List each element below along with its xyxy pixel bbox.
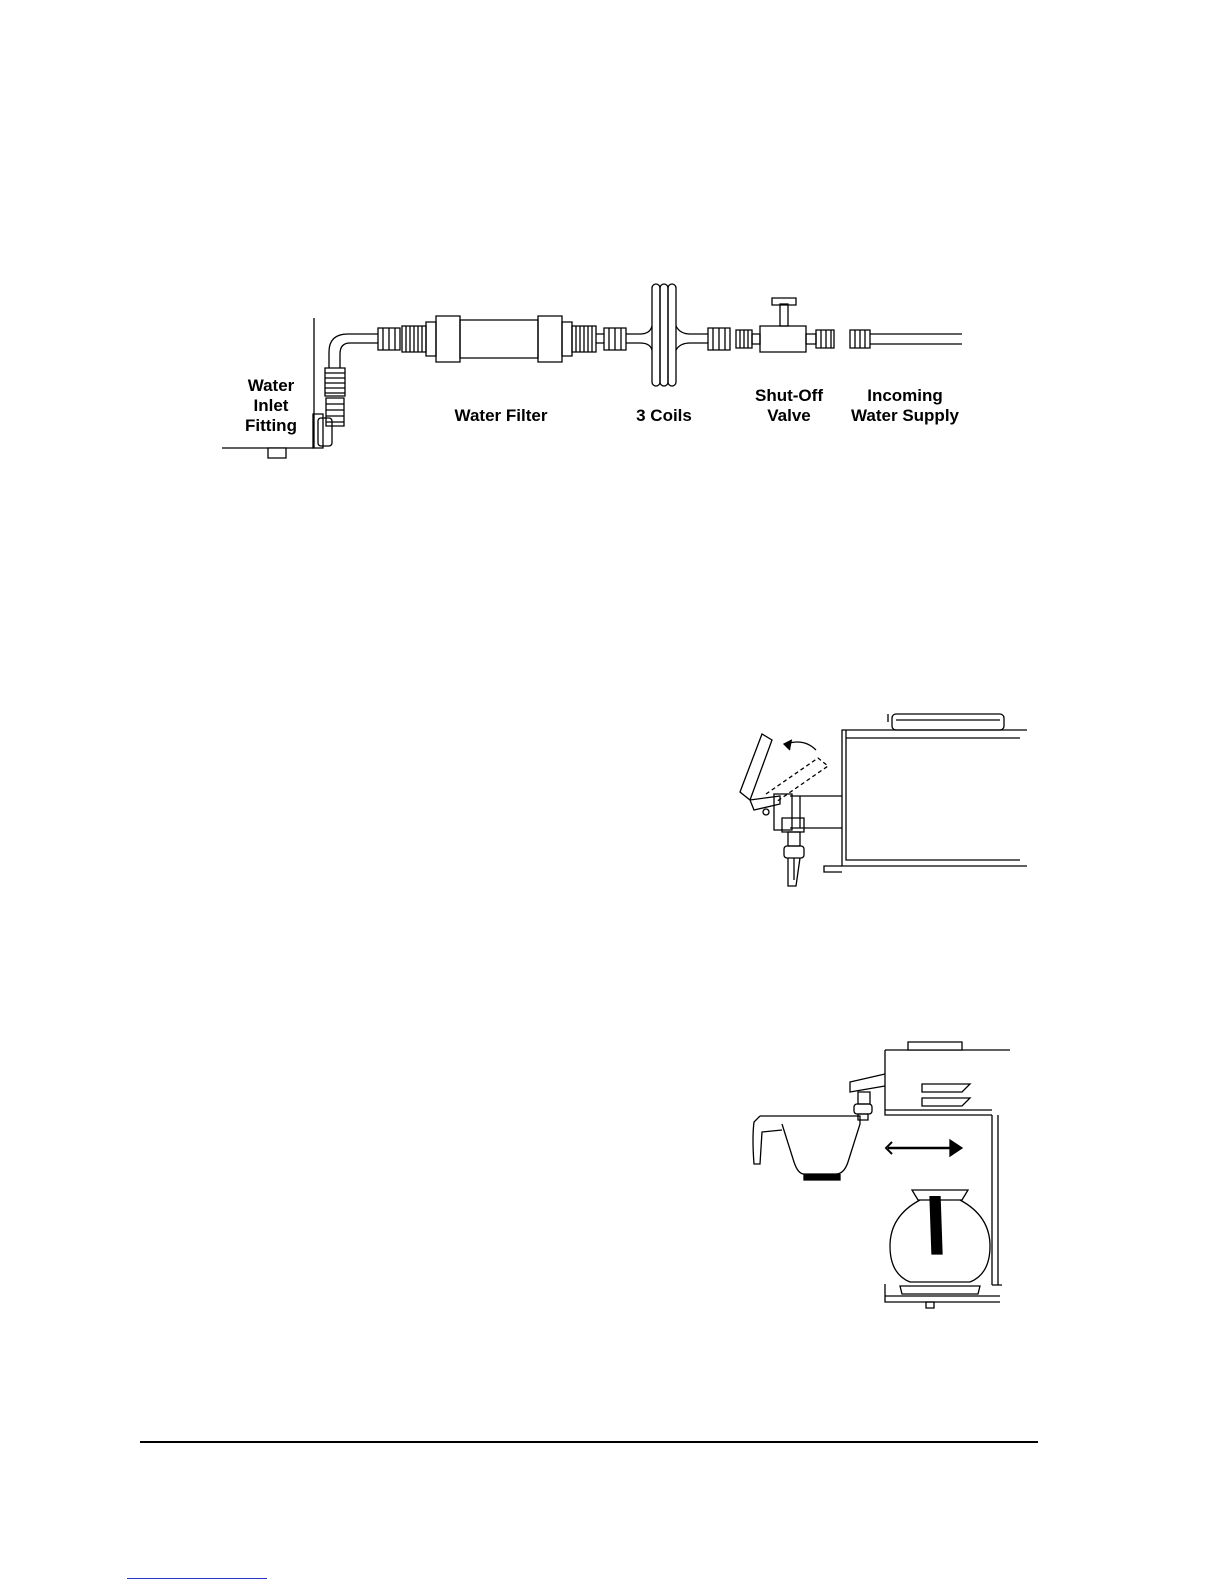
brew-funnel (753, 1116, 860, 1174)
filter-cap-right (538, 316, 562, 362)
brewer-top-lid (908, 1042, 962, 1050)
coils-group (652, 284, 676, 386)
brewer-vents (922, 1084, 970, 1106)
shutoff-valve-drawing (752, 298, 834, 352)
filter-cap-left (436, 316, 460, 362)
footer-link-underline[interactable] (127, 1578, 267, 1579)
filter-body (460, 320, 538, 358)
coils-label: 3 Coils (636, 406, 692, 425)
plumbing-diagram (0, 0, 1224, 480)
tube-flare-nut (325, 368, 345, 396)
incoming-water-supply-label: Incoming Water Supply (851, 386, 959, 425)
footer-rule (140, 1441, 1038, 1443)
brewer-top-handle (892, 714, 1004, 730)
brew-funnel-diagram (740, 1040, 1030, 1320)
decanter (890, 1190, 990, 1294)
water-inlet-fitting-label: Water Inlet Fitting (245, 376, 297, 435)
incoming-supply-tube (870, 334, 962, 344)
brewer-foot (268, 448, 286, 458)
faucet-lever-diagram (720, 700, 1040, 900)
faucet-shank (790, 796, 842, 828)
shutoff-valve-label: Shut-Off Valve (755, 386, 823, 425)
brewer-housing (885, 1050, 1010, 1285)
inlet-tube (329, 334, 378, 368)
water-filter-label: Water Filter (454, 406, 548, 425)
brewer-body-outline (842, 730, 1027, 866)
faucet-spout (788, 858, 800, 886)
